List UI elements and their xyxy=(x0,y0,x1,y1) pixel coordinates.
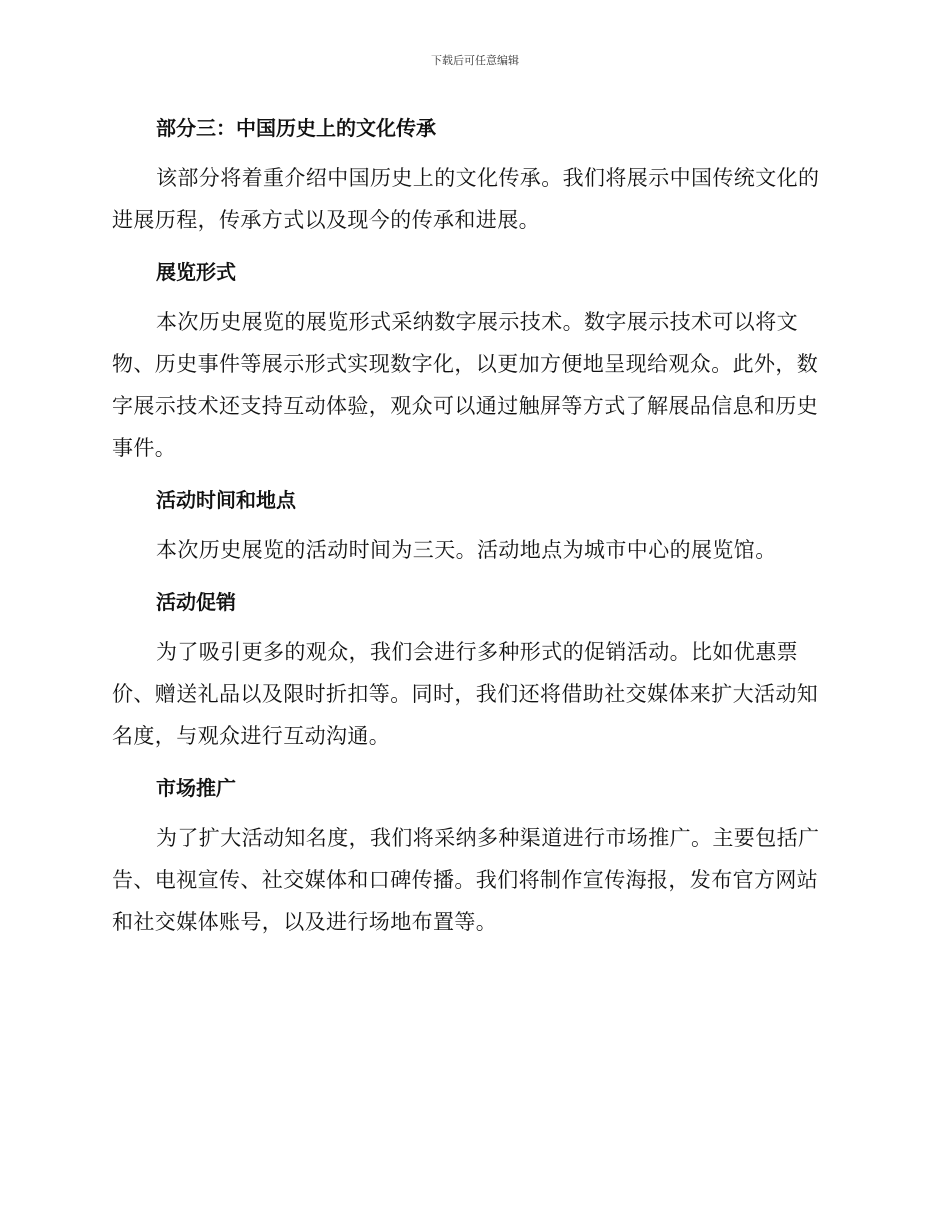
document-content xyxy=(112,107,832,953)
section-body-marketing: 为了扩大活动知名度，我们将采纳多种渠道进行市场推广。主要包括广告、电视宣传、社交媒体和口碑传播。我们将制作宣传海报，发布官方网站和社交媒体账号，以及进行场地布置等。 xyxy=(112,826,820,934)
section-body-promotion: 为了吸引更多的观众，我们会进行多种形式的促销活动。比如优惠票价、赠送礼品以及限时折扣等。同时，我们还将借助社交媒体来扩大活动知名度，与观众进行互动沟通。 xyxy=(112,640,819,748)
section-heading-exhibition-format: 展览形式 xyxy=(156,260,236,284)
section-body-cultural-heritage: 该部分将着重介绍中国历史上的文化传承。我们将展示中国传统文化的进展历程，传承方式以及现今的传承和进展。 xyxy=(112,166,820,232)
section-heading-promotion: 活动促销 xyxy=(156,590,236,614)
section-heading-marketing: 市场推广 xyxy=(156,776,236,800)
section-body-exhibition-format: 本次历史展览的展览形式采纳数字展示技术。数字展示技术可以将文物、历史事件等展示形式实现数字化，以更加方便地呈现给观众。此外，数字展示技术还支持互动体验，观众可以通过触屏等方式了解展品信息和历史事件。 xyxy=(112,310,819,460)
section-heading-cultural-heritage: 部分三：中国历史上的文化传承 xyxy=(156,116,436,140)
section-heading-time-place: 活动时间和地点 xyxy=(156,488,296,512)
section-body-time-place: 本次历史展览的活动时间为三天。活动地点为城市中心的展览馆。 xyxy=(156,538,777,562)
header-note: 下载后可任意编辑 xyxy=(431,54,519,67)
